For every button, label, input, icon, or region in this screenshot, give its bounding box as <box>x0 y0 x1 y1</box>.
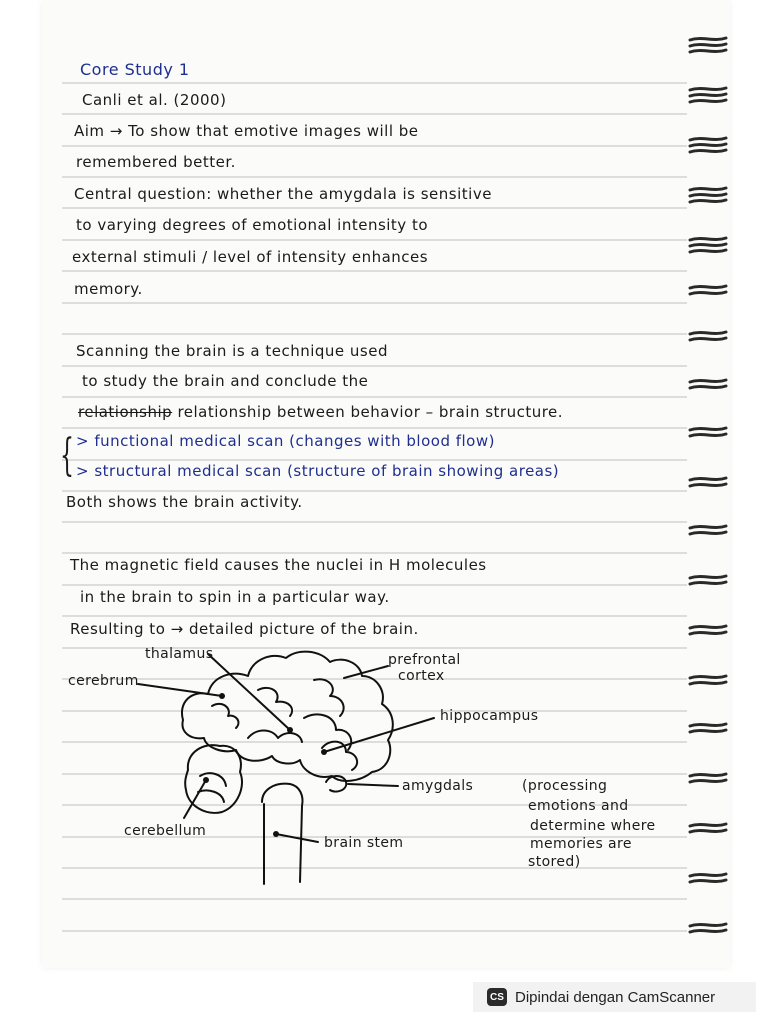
label-thalamus: thalamus <box>145 646 214 662</box>
label-amygdala: amygdals <box>402 778 474 794</box>
label-hippocampus: hippocampus <box>440 708 539 724</box>
note-citation: Canli et al. (2000) <box>82 91 227 109</box>
label-amygdala-note-2: emotions and <box>528 798 629 814</box>
note-structural-scan: > structural medical scan (structure of brain showing areas) <box>76 462 560 480</box>
label-prefrontal: prefrontal <box>388 652 461 668</box>
label-amygdala-note-5: stored) <box>528 854 581 870</box>
label-amygdala-note-1: (processing <box>522 778 608 794</box>
note-aim-line-2: remembered better. <box>76 153 236 171</box>
note-central-question-2: to varying degrees of emotional intensity to <box>76 216 429 234</box>
note-scan-line-6: Both shows the brain activity. <box>66 493 303 511</box>
note-scan-line-3: relationship between behavior – brain structure. <box>177 403 564 421</box>
note-functional-scan: > functional medical scan (changes with blood flow) <box>76 432 495 450</box>
brain-stem <box>262 784 303 882</box>
label-brain-stem: brain stem <box>324 835 404 851</box>
note-mri-line-1: The magnetic field causes the nuclei in H molecules <box>70 556 487 574</box>
note-mri-line-2: in the brain to spin in a particular way. <box>80 588 390 606</box>
camscanner-logo: CS <box>487 988 507 1006</box>
note-central-question-3: external stimuli / level of intensity enhances <box>72 248 429 266</box>
camscanner-watermark <box>473 982 756 1012</box>
label-cerebellum: cerebellum <box>124 823 207 839</box>
note-struck-word: relationship <box>78 403 173 421</box>
cerebrum-outline <box>182 652 393 781</box>
label-amygdala-note-3: determine where <box>530 818 656 834</box>
label-cortex: cortex <box>398 668 445 684</box>
label-cerebrum: cerebrum <box>68 673 139 689</box>
camscanner-text: Dipindai dengan CamScanner <box>515 988 716 1006</box>
note-title: Core Study 1 <box>80 60 190 79</box>
note-scan-line-1: Scanning the brain is a technique used <box>76 342 388 360</box>
note-scan-line-2: to study the brain and conclude the <box>82 372 369 390</box>
label-amygdala-note-4: memories are <box>530 836 632 852</box>
note-central-question-1: Central question: whether the amygdala is sensitive <box>74 185 492 203</box>
note-aim-line-1: Aim → To show that emotive images will be <box>74 122 419 140</box>
curly-brace: { <box>60 430 74 481</box>
note-central-question-4: memory. <box>74 280 143 298</box>
note-mri-line-3: Resulting to → detailed picture of the brain. <box>70 620 419 638</box>
